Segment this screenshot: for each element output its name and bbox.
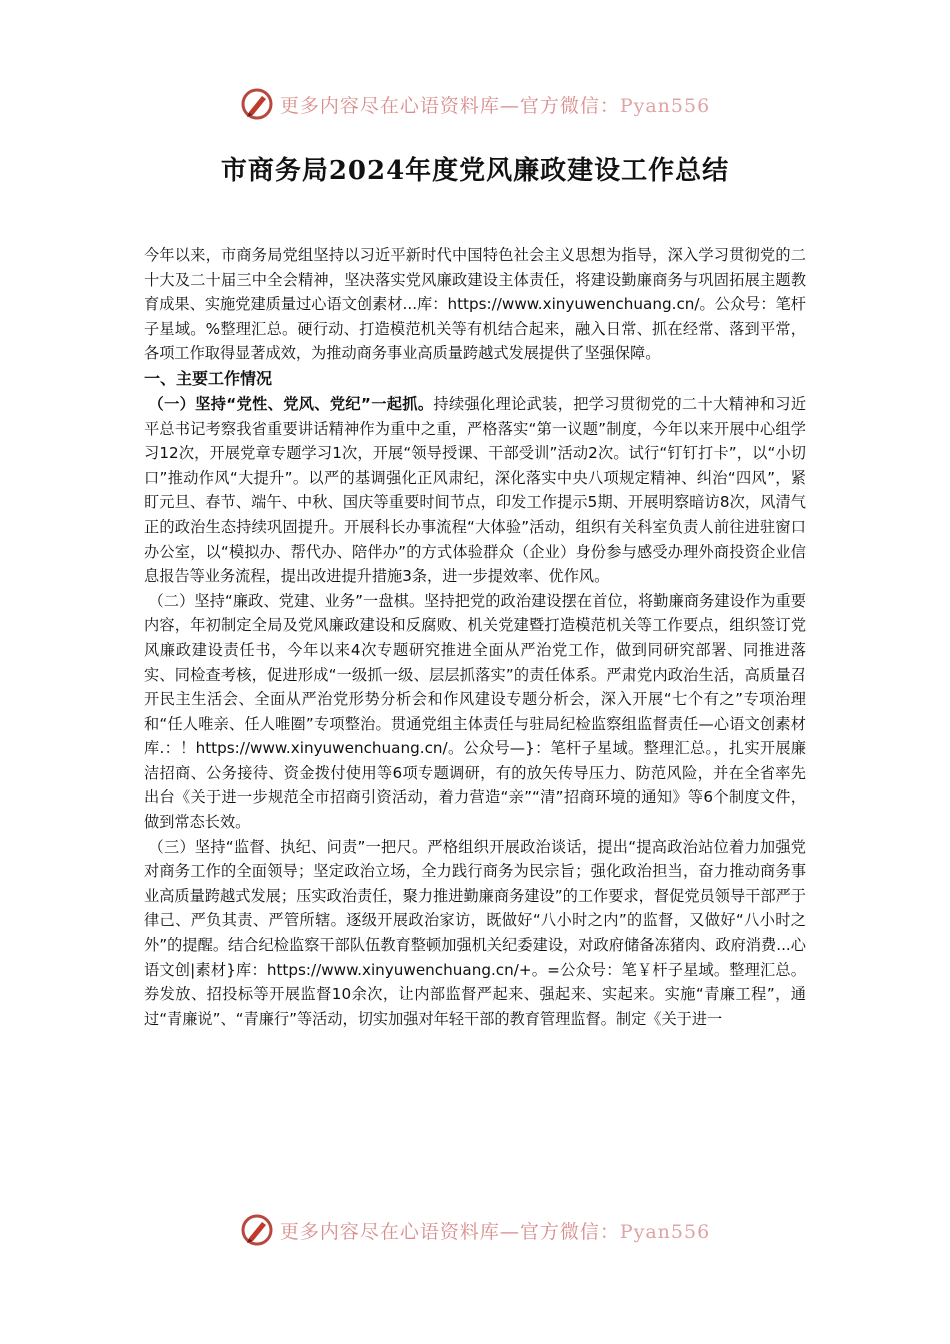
pen-logo-icon [240,1213,274,1247]
paragraph-1-lead: （一）坚持“党性、党风、党纪”一起抓。 [148,394,434,413]
header-watermark-banner [0,84,950,124]
paragraph-3: （三）坚持“监督、执纪、问责”一把尺。严格组织开展政治谈话，提出“提高政治站位着力加强党对商务工作的全面领导；坚定政治立场，全力践行商务为民宗旨；强化政治担当，奋力推动商务事业高质量跨越式发展；压实政治责任，聚力推进勤廉商务建设”的工作要求，督促党员领导干部严于律己、严负其责、严管所辖。逐级开展政治家访，既做好“八小时之内”的监督，又做好“八小时之外”的提醒。结合纪检监察干部队伍教育整顿加强机关纪委建设，对政府储备冻猪肉、政府消费...心语文创|素材}库：https://www.xinyuwenchuang.cn/+。=公众号：笔￥杆子星域。整理汇总。券发放、招投标等开展监督10余次，让内部监督严起来、强起来、实起来。实施“青廉工程”，通过“青廉说”、“青廉行”等活动，切实加强对年轻干部的教育管理监督。制定《关于进一 [144,837,806,1028]
watermark-text: 更多内容尽在心语资料库—官方微信：Pyan556 [279,94,711,117]
document-title: 市商务局2024年度党风廉政建设工作总结 [220,156,730,186]
wechat-id: Pyan556 [619,94,711,117]
paragraph-1 [144,392,806,589]
document-body [144,243,806,1031]
pen-logo-icon [240,87,274,121]
paragraph-2: （二）坚持“廉政、党建、业务”一盘棋。坚持把党的政治建设摆在首位，将勤廉商务建设作为重要内容，年初制定全局及党风廉政建设和反腐败、机关党建暨打造模范机关等工作要点，组织签订党风廉政建设责任书，今年以来4次专题研究推进全面从严治党工作，做到同研究部署、同推进落实、同检查考核，促进形成“一级抓一级、层层抓落实”的责任体系。严肃党内政治生活，高质量召开民主生活会、全面从严治党形势分析会和作风建设专题分析会，深入开展“七个有之”专项治理和“任人唯亲、任人唯圈”专项整治。贯通党组主体责任与驻局纪检监察组监督责任—心语文创素材库.：！https://www.xinyuwenchuang.cn/。公众号—}：笔杆子星域。整理汇总。，扎实开展廉洁招商、公务接待、资金拨付使用等6项专题调研，有的放矢传导压力、防范风险，并在全省率先出台《关于进一步规范全市招商引资活动，着力营造“亲”“清”招商环境的通知》等6个制度文件，做到常态长效。 [144,591,806,832]
wechat-id: Pyan556 [619,1220,711,1243]
paragraph-1-body: 持续强化理论武装，把学习贯彻党的二十大精神和习近平总书记考察我省重要讲话精神作为重中之重，严格落实“第一议题”制度，今年以来开展中心组学习12次，开展党章专题学习1次，开展“领导授课、干部受训”活动2次。试行“钉钉打卡”，以“小切口”推动作风“大提升”。以严的基调强化正风肃纪，深化落实中央八项规定精神、纠治“四风”，紧盯元旦、春节、端午、中秋、国庆等重要时间节点，印发工作提示5期、开展明察暗访8次，风清气正的政治生态持续巩固提升。开展科长办事流程“大体验”活动，组织有关科室负责人前往进驻窗口办公室，以“模拟办、帮代办、陪伴办”的方式体验群众（企业）身份参与感受办理外商投资企业信息报告等业务流程，提出改进提升措施3条，进一步提效率、优作风。 [144,394,807,586]
section-heading: 一、主要工作情况 [144,368,273,388]
intro-paragraph: 今年以来，市商务局党组坚持以习近平新时代中国特色社会主义思想为指导，深入学习贯彻党的二十大及二十届三中全会精神，坚决落实党风廉政建设主体责任，将建设勤廉商务与巩固拓展主题教育成果、实施党建质量过心语文创素材...库：https://www.xinyuwenchuang.cn/。公众号：笔杆子星域。%整理汇总。硬行动、打造模范机关等有机结合起来，融入日常、抓在经常、落到平常，各项工作取得显著成效，为推动商务事业高质量跨越式发展提供了坚强保障。 [144,246,806,363]
watermark-text: 更多内容尽在心语资料库—官方微信：Pyan556 [279,1220,711,1243]
footer-watermark-banner [0,1210,950,1250]
